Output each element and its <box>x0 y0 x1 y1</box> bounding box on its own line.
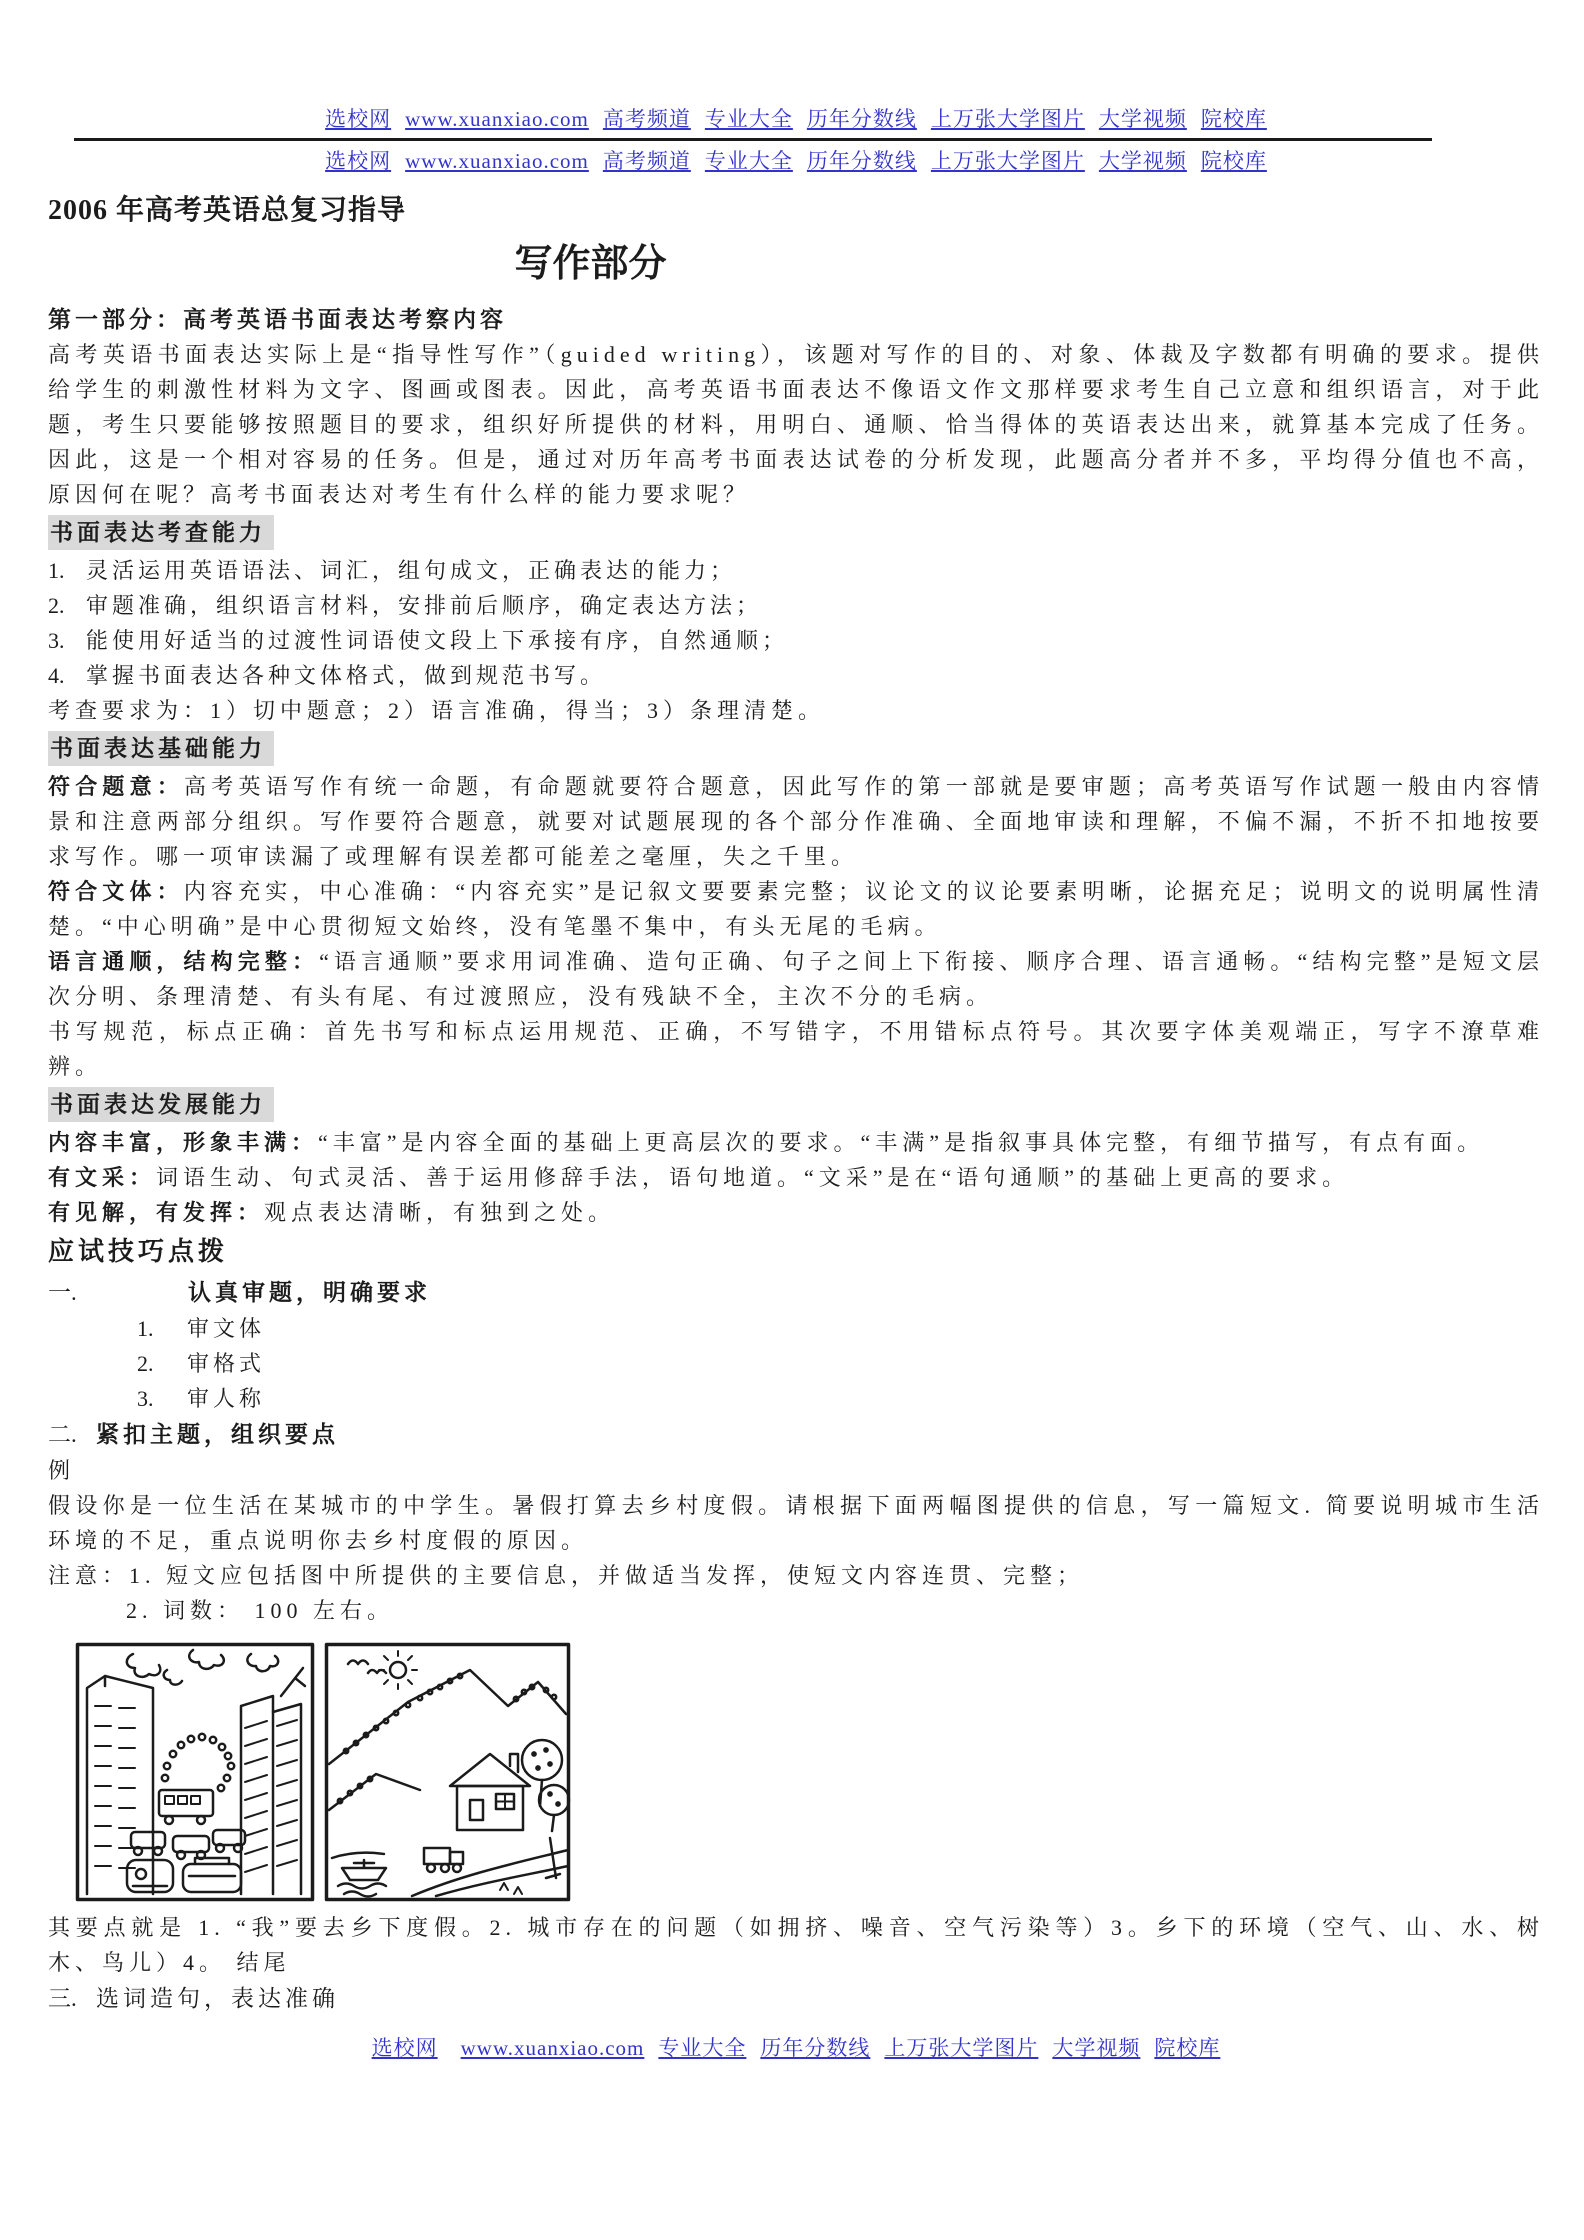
paragraph-text: 观点表达清晰，有独到之处。 <box>264 1200 616 1225</box>
list-item-number: 4. <box>48 663 65 688</box>
header-link[interactable]: 院校库 <box>1200 107 1267 131</box>
list-item <box>48 623 1544 658</box>
tips-point-1-sublist <box>137 1311 1544 1416</box>
note-line-2: 2. 词数： 100 左右。 <box>126 1598 395 1623</box>
tips-point-1 <box>48 1274 1544 1311</box>
paragraph-text: 内容充实，中心准确：“内容充实”是记叙文要要素完整；议论文的议论要素明晰，论据充足；说明文的说明属性清楚。“中心明确”是中心贯彻短文始终，没有笔墨不集中，有头无尾的毛病。 <box>48 879 1544 939</box>
header-link[interactable]: 高考频道 <box>602 107 691 131</box>
header-link[interactable]: 高考频道 <box>602 149 691 173</box>
paragraph-lead: 符合题意： <box>48 774 185 799</box>
paragraph-text: “语言通顺”要求用词准确、造句正确、句子之间上下衔接、顺序合理、语言通畅。“结构完整”是短文层次分明、条理清楚、有头有尾、有过渡照应，没有残缺不全，主次不分的毛病。 <box>48 949 1544 1009</box>
example-figures <box>75 1642 1544 1902</box>
list-item-text: 灵活运用英语语法、词汇，组句成文，正确表达的能力； <box>86 558 737 583</box>
intro-paragraph: 高考英语书面表达实际上是“指导性写作”（guided writing），该题对写作的目的、对象、体裁及字数都有明确的要求。提供给学生的刺激性材料为文字、图画或图表。因此，高考英语书面表达不像语文作文那样要求考生自己立意和组织语言，对于此题，考生只要能够按照题目的要求，组织好所提供的材料，用明白、通顺、恰当得体的英语表达出来，就算基本完成了任务。因此，这是一个相对容易的任务。但是，通过对历年高考书面表达试卷的分析发现，此题高分者并不多，平均得分值也不高，原因何在呢？高考书面表达对考生有什么样的能力要求呢？ <box>48 342 1544 507</box>
footer-links-row <box>48 2033 1544 2063</box>
footer-link[interactable]: 专业大全 <box>658 2036 747 2060</box>
header-link[interactable]: 历年分数线 <box>806 107 917 131</box>
doc-title: 2006 年高考英语总复习指导 <box>48 195 407 226</box>
point-title: 选词造句，表达准确 <box>96 1986 339 2011</box>
sublist-item <box>137 1381 1544 1416</box>
exam-ability-list <box>48 553 1544 693</box>
left-building-drawing <box>87 1676 153 1894</box>
header-link[interactable]: 大学视频 <box>1098 149 1187 173</box>
paragraph-lead: 语言通顺，结构完整： <box>48 949 320 974</box>
page-header <box>48 104 1544 176</box>
paragraph-fuhewenti <box>48 874 1544 944</box>
list-item-number: 2. <box>48 593 65 618</box>
sublist-item-text: 审人称 <box>187 1386 266 1411</box>
sublist-item-number: 1. <box>137 1316 154 1341</box>
header-link[interactable]: 历年分数线 <box>806 149 917 173</box>
paragraph-lead: 有见解，有发挥： <box>48 1200 265 1225</box>
paragraph-youwencai <box>48 1160 1544 1195</box>
sublist-item-text: 审文体 <box>187 1316 266 1341</box>
paragraph-neirongfengfu <box>48 1125 1544 1160</box>
header-link[interactable]: 选校网 <box>325 149 392 173</box>
countryside-scene-illustration <box>324 1642 571 1902</box>
birds-drawing <box>348 1661 386 1674</box>
paragraph-fuheti <box>48 769 1544 874</box>
basic-ability-heading: 书面表达基础能力 <box>48 731 274 766</box>
right-building-drawing <box>241 1668 305 1894</box>
boat-lake-drawing <box>332 1853 386 1897</box>
paragraph-shuxieguifan <box>48 1014 1544 1084</box>
footer-link[interactable]: 大学视频 <box>1052 2036 1141 2060</box>
exam-ability-heading: 书面表达考查能力 <box>48 515 274 550</box>
paragraph-youjianjie <box>48 1195 1544 1230</box>
part1-heading: 第一部分：高考英语书面表达考察内容 <box>48 307 507 332</box>
sublist-item <box>137 1311 1544 1346</box>
paragraph-lead: 内容丰富，形象丰满： <box>48 1130 319 1155</box>
header-links-row-2 <box>48 146 1544 176</box>
note-line-1: 注意：1. 短文应包括图中所提供的主要信息，并做适当发挥，使短文内容连贯、完整； <box>48 1563 1085 1588</box>
footer-link[interactable]: 选校网 <box>371 2036 438 2060</box>
paragraph-lead: 符合文体： <box>48 879 184 904</box>
footer-link[interactable]: 上万张大学图片 <box>884 2036 1039 2060</box>
sublist-item-number: 2. <box>137 1351 154 1376</box>
header-link[interactable]: 上万张大学图片 <box>930 107 1085 131</box>
footer-link[interactable]: www.xuanxiao.com <box>460 2036 645 2060</box>
city-scene-illustration <box>75 1642 315 1902</box>
smoke-clouds-drawing <box>127 1650 278 1685</box>
header-divider <box>74 138 1432 141</box>
list-item <box>48 588 1544 623</box>
point-title: 紧扣主题，组织要点 <box>96 1422 339 1447</box>
road-truck-drawing <box>412 1838 568 1896</box>
tips-point-3 <box>48 1980 1544 2017</box>
paragraph-lead: 有文采： <box>48 1165 157 1190</box>
list-item-text: 掌握书面表达各种文体格式，做到规范书写。 <box>86 663 607 688</box>
mountains-drawing <box>329 1670 566 1810</box>
basic-ability-heading-wrap <box>48 731 1544 766</box>
point-number: 三. <box>48 1986 77 2011</box>
paragraph-yuyantongshun <box>48 944 1544 1014</box>
header-link[interactable]: 院校库 <box>1200 149 1267 173</box>
development-ability-heading: 书面表达发展能力 <box>48 1087 274 1122</box>
list-item-number: 1. <box>48 558 65 583</box>
tips-point-2 <box>48 1416 1544 1453</box>
footer-link[interactable]: 历年分数线 <box>760 2036 871 2060</box>
tips-heading: 应试技巧点拨 <box>48 1237 229 1266</box>
list-item-text: 能使用好适当的过渡性词语使文段上下承接有序，自然通顺； <box>86 628 789 653</box>
footer-link[interactable]: 院校库 <box>1154 2036 1221 2060</box>
main-title: 写作部分 <box>514 243 667 285</box>
point-number: 一. <box>48 1280 77 1305</box>
point-number: 二. <box>48 1422 77 1447</box>
point-title: 认真审题，明确要求 <box>188 1280 431 1305</box>
list-item-text: 审题准确，组织语言材料，安排前后顺序，确定表达方法； <box>86 593 763 618</box>
sublist-item <box>137 1346 1544 1381</box>
header-link[interactable]: www.xuanxiao.com <box>405 149 589 173</box>
key-points-paragraph: 其要点就是 1. “我”要去乡下度假。2. 城市存在的问题（如拥挤、噪音、空气污染等）3。乡下的环境（空气、山、水、树木、鸟儿）4。 结尾 <box>48 1915 1544 1975</box>
example-paragraph: 假设你是一位生活在某城市的中学生。暑假打算去乡村度假。请根据下面两幅图提供的信息，写一篇短文. 简要说明城市生活环境的不足，重点说明你去乡村度假的原因。 <box>48 1493 1544 1553</box>
header-link[interactable]: 大学视频 <box>1098 107 1187 131</box>
sublist-item-number: 3. <box>137 1386 154 1411</box>
list-item <box>48 553 1544 588</box>
paragraph-text: “丰富”是内容全面的基础上更高层次的要求。“丰满”是指叙事具体完整，有细节描写，有点有面。 <box>318 1130 1485 1155</box>
header-link[interactable]: 专业大全 <box>704 107 793 131</box>
list-item-number: 3. <box>48 628 65 653</box>
development-ability-heading-wrap <box>48 1087 1544 1122</box>
paragraph-text: 书写规范，标点正确：首先书写和标点运用规范、正确，不写错字，不用错标点符号。其次要字体美观端正，写字不潦草难辨。 <box>48 1019 1544 1079</box>
example-label: 例 <box>48 1458 76 1483</box>
list-item <box>48 658 1544 693</box>
header-link[interactable]: www.xuanxiao.com <box>405 107 589 131</box>
house-drawing <box>450 1754 530 1830</box>
paragraph-text: 词语生动、句式灵活、善于运用修辞手法，语句地道。“文采”是在“语句通顺”的基础上更高的要求。 <box>156 1165 1350 1190</box>
sun-drawing <box>379 1651 417 1689</box>
sublist-item-text: 审格式 <box>187 1351 266 1376</box>
exam-ability-heading-wrap <box>48 515 1544 550</box>
header-link[interactable]: 上万张大学图片 <box>930 149 1085 173</box>
header-link[interactable]: 专业大全 <box>704 149 793 173</box>
header-links-row-1 <box>48 104 1544 134</box>
traffic-drawing <box>127 1734 245 1892</box>
paragraph-text: 高考英语写作有统一命题，有命题就要符合题意，因此写作的第一部就是要审题；高考英语写作试题一般由内容情景和注意两部分组织。写作要符合题意，就要对试题展现的各个部分作准确、全面地审读和理解，不偏不漏，不折不扣地按要求写作。哪一项审读漏了或理解有误差都可能差之毫厘，失之千里。 <box>48 774 1544 869</box>
header-link[interactable]: 选校网 <box>325 107 392 131</box>
exam-requirements: 考查要求为：1）切中题意；2）语言准确，得当；3）条理清楚。 <box>48 698 826 723</box>
